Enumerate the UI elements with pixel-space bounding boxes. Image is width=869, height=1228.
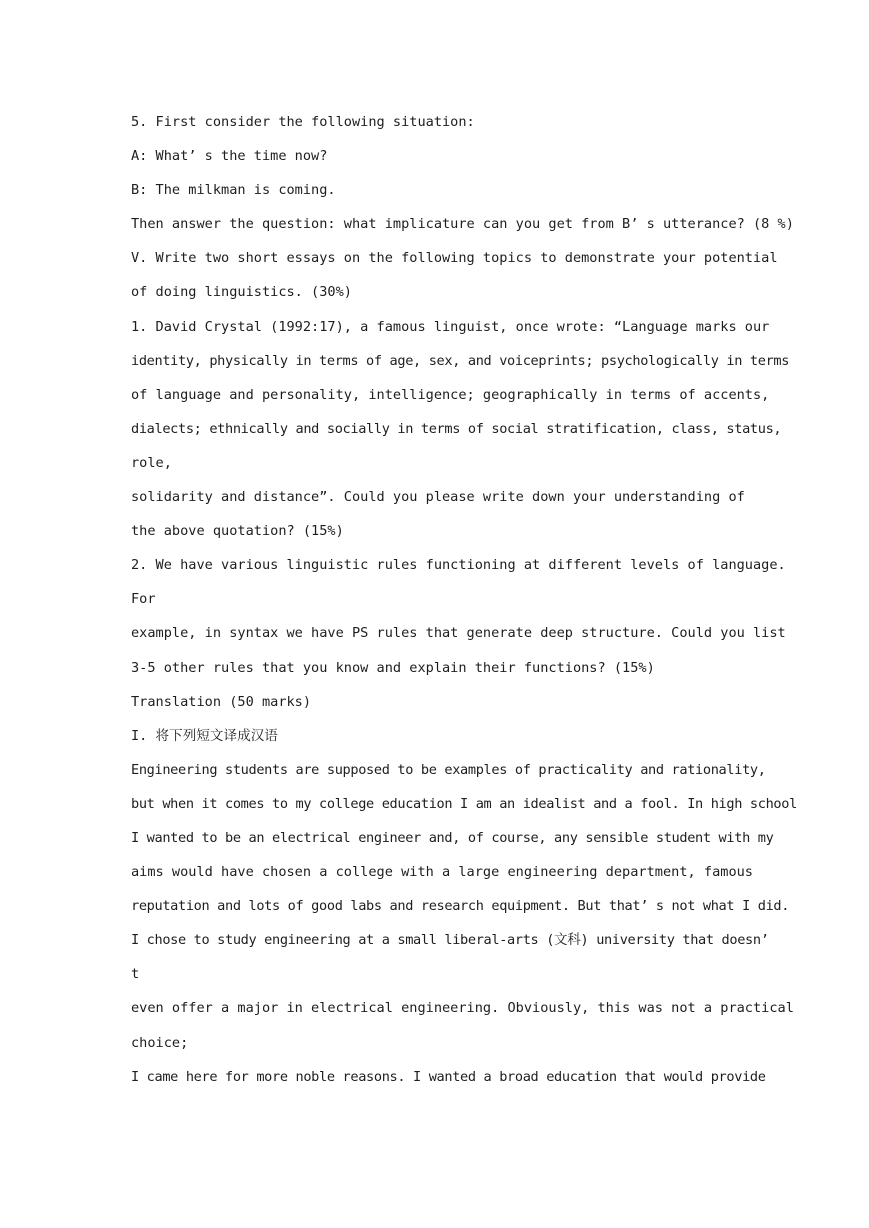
dialogue-line-b: B: The milkman is coming. bbox=[131, 182, 336, 199]
translation-passage-line: Engineering students are supposed to be examples of practicality and rationality, bbox=[131, 761, 766, 778]
essay-2-text: example, in syntax we have PS rules that generate deep structure. Could you list bbox=[131, 625, 786, 642]
essay-1-text: dialects; ethnically and socially in terms of social stratification, class, status, bbox=[131, 420, 782, 437]
document-body bbox=[131, 110, 797, 1099]
essay-1-text: the above quotation? (15%) bbox=[131, 523, 344, 540]
dialogue-line-a: A: What’ s the time now? bbox=[131, 148, 328, 165]
translation-passage-line: I chose to study engineering at a small liberal-arts (文科) university that doesn’ bbox=[131, 932, 769, 949]
translation-passage-line: but when it comes to my college education I am an idealist and a fool. In high school bbox=[131, 795, 797, 812]
translation-passage-line: choice; bbox=[131, 1034, 189, 1051]
essay-1-text: role, bbox=[131, 454, 172, 471]
translation-passage-line: I wanted to be an electrical engineer and, of course, any sensible student with my bbox=[131, 829, 774, 846]
essay-1-text: 1. David Crystal (1992:17), a famous linguist, once wrote: “Language marks our bbox=[131, 318, 770, 335]
translation-passage-line: t bbox=[131, 966, 140, 983]
translation-passage-line: reputation and lots of good labs and research equipment. But that’ s not what I did. bbox=[131, 898, 790, 915]
question-5-prompt: Then answer the question: what implicature can you get from B’ s utterance? (8 %) bbox=[131, 216, 794, 233]
translation-passage-line: even offer a major in electrical engineering. Obviously, this was not a practical bbox=[131, 1000, 794, 1017]
essay-2-text: 2. We have various linguistic rules functioning at different levels of language. bbox=[131, 557, 786, 574]
essay-2-text: 3-5 other rules that you know and explain their functions? (15%) bbox=[131, 659, 655, 676]
essay-1-text: solidarity and distance”. Could you please write down your understanding of bbox=[131, 489, 745, 506]
translation-heading: Translation (50 marks) bbox=[131, 693, 312, 710]
translation-passage-line: I came here for more noble reasons. I wanted a broad education that would provide bbox=[131, 1068, 766, 1085]
question-5-heading: 5. First consider the following situation: bbox=[131, 114, 475, 130]
section-v-heading: V. Write two short essays on the following topics to demonstrate your potential bbox=[131, 250, 778, 267]
essay-1-text: of language and personality, intelligence; geographically in terms of accents, bbox=[131, 386, 770, 403]
translation-instruction: I. 将下列短文译成汉语 bbox=[131, 727, 278, 744]
essay-2-text: For bbox=[131, 591, 156, 608]
essay-1-text: identity, physically in terms of age, sex, and voiceprints; psychologically in terms bbox=[131, 352, 790, 369]
translation-passage-line: aims would have chosen a college with a large engineering department, famous bbox=[131, 864, 753, 881]
section-v-heading-cont: of doing linguistics. (30%) bbox=[131, 284, 352, 301]
